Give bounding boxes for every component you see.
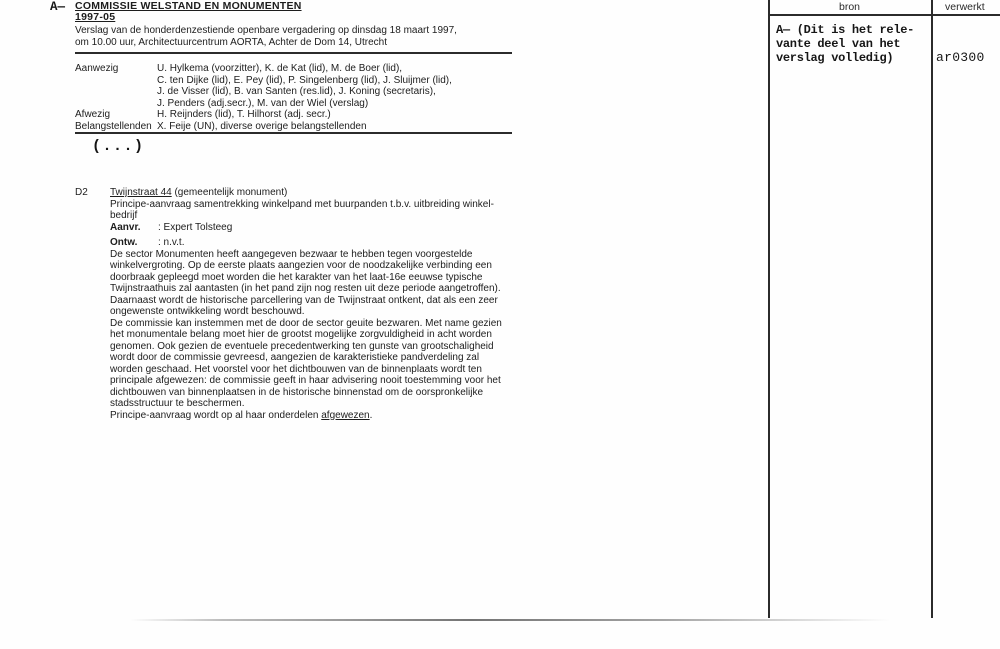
document-subtitle-line-1: Verslag van de honderdenzestiende openbare vergadering op dinsdag 18 maart 1997,	[75, 24, 457, 36]
advice-line: stadsstructuur te beschermen.	[110, 398, 245, 409]
bron-column-header: bron	[838, 1, 860, 13]
agenda-item-status: (gemeentelijk monument)	[171, 187, 288, 198]
advice-line: Twijnstraathuis zal aantasten (in het pand zijn nog resten uit deze periode aangetroffen).	[110, 283, 501, 294]
advice-paragraph	[110, 249, 525, 410]
attendance-table	[75, 63, 535, 133]
advice-line: dichtbouwen van binnenplaatsen in de historische binnenstad om de oorspronkelijke	[110, 386, 484, 398]
margin-note-annotation	[776, 24, 914, 65]
attendance-value: J. de Visser (lid), B. van Santen (res.lid), J. Koning (secretaris),	[157, 86, 436, 98]
attendance-row-present	[75, 63, 535, 75]
agenda-item-code: D2	[75, 187, 88, 198]
attendance-value: X. Feije (UN), diverse overige belangstellenden	[157, 120, 367, 132]
attendance-label-present: Aanwezig	[75, 63, 119, 74]
decision-line	[110, 410, 525, 422]
advice-line: Daarnaast wordt de historische parcellering van de Twijnstraat ontkent, dat als een zeer	[110, 294, 498, 306]
advice-line: doorbraak gepleegd moet worden die het karakter van het laat-16e eeuwse typische	[110, 271, 483, 283]
margin-note-line-3: verslag volledig)	[776, 50, 894, 65]
attendance-label-interested: Belangstellenden	[75, 120, 152, 132]
request-description-line-1: Principe-aanvraag samentrekking winkelpand met buurpanden t.b.v. uitbreiding winkel-	[110, 198, 494, 210]
applicant-value: : Expert Tolsteeg	[158, 221, 233, 233]
agenda-item-address: Twijnstraat 44	[110, 187, 172, 198]
request-description-line-2: bedrijf	[110, 210, 138, 221]
attendance-label-empty	[75, 86, 157, 98]
attendance-label-empty	[75, 98, 157, 110]
agenda-item-body	[110, 187, 525, 421]
verwerkt-column-header: verwerkt	[945, 1, 985, 13]
document-title: COMMISSIE WELSTAND EN MONUMENTEN	[75, 0, 302, 12]
decision-period: .	[369, 409, 373, 421]
document-subtitle-line-2: om 10.00 uur, Architectuurcentrum AORTA, Achter de Dom 14, Utrecht	[75, 37, 387, 48]
attendance-divider-rule	[75, 132, 512, 134]
designer-value: : n.v.t.	[158, 237, 185, 248]
document-header	[75, 0, 512, 49]
decision-text: Principe-aanvraag wordt op al haar onderdelen	[110, 409, 322, 421]
applicant-row	[110, 222, 525, 234]
attendance-row-present-cont	[75, 75, 535, 87]
advice-line: het monumentale belang moet hier de grootst mogelijke zorgvuldigheid in acht worden	[110, 329, 492, 340]
margin-table-middle-rule	[931, 0, 933, 618]
attendance-value: C. ten Dijke (lid), E. Pey (lid), P. Singelenberg (lid), J. Sluijmer (lid),	[157, 74, 452, 86]
advice-line: winkelvergroting. Op de eerste plaats aangezien voor de noodzakelijke verbinding een	[110, 260, 492, 271]
applicant-label: Aanvr.	[110, 221, 141, 233]
advice-line: De sector Monumenten heeft aangegeven bezwaar te hebben tegen voorgestelde	[110, 248, 473, 260]
corner-annotation: A—	[50, 0, 66, 14]
scan-artifact-line	[130, 619, 890, 621]
ellipsis-annotation: (...)	[92, 138, 145, 155]
document-number: 1997-05	[75, 11, 116, 23]
advice-line: principale afgewezen: de commissie geeft in haar advisering nooit toestemming voor het	[110, 375, 501, 386]
margin-note-line-2: vante deel van het	[776, 36, 901, 51]
attendance-label-absent: Afwezig	[75, 109, 111, 121]
attendance-row-present-cont	[75, 98, 535, 110]
agenda-item-title	[110, 187, 525, 199]
attendance-value: U. Hylkema (voorzitter), K. de Kat (lid), M. de Boer (lid),	[157, 63, 403, 74]
decision-verdict: afgewezen	[321, 409, 370, 421]
attendance-row-absent	[75, 109, 535, 121]
advice-line: genomen. Ook gezien de eventuele precedentwerking ten gunste van grootschaligheid	[110, 340, 494, 352]
designer-label: Ontw.	[110, 237, 138, 248]
advice-line: wordt door de commissie gevreesd, aangezien de karakteristieke pandverdeling zal	[110, 352, 480, 363]
processed-code: ar0300	[936, 50, 985, 65]
advice-line: ongewenste ontwikkeling wordt beschouwd.	[110, 306, 305, 317]
attendance-value: J. Penders (adj.secr.), M. van der Wiel (verslag)	[157, 97, 369, 109]
attendance-value: H. Reijnders (lid), T. Hilhorst (adj. secr.)	[157, 109, 331, 121]
advice-line: De commissie kan instemmen met de door de sector geuite bezwaren. Met name gezien	[110, 317, 502, 329]
attendance-row-present-cont	[75, 86, 535, 98]
header-divider-rule	[75, 52, 512, 54]
margin-note-line-1: A— (Dit is het rele-	[776, 23, 915, 37]
margin-table-header-rule	[768, 14, 1000, 16]
advice-line: worden geschaad. Het voorstel voor het dichtbouwen van de binnenplaats wordt ten	[110, 363, 482, 375]
attendance-label-empty	[75, 75, 157, 87]
margin-table-left-rule	[768, 0, 770, 618]
designer-row	[110, 237, 525, 249]
attendance-row-interested	[75, 121, 535, 133]
